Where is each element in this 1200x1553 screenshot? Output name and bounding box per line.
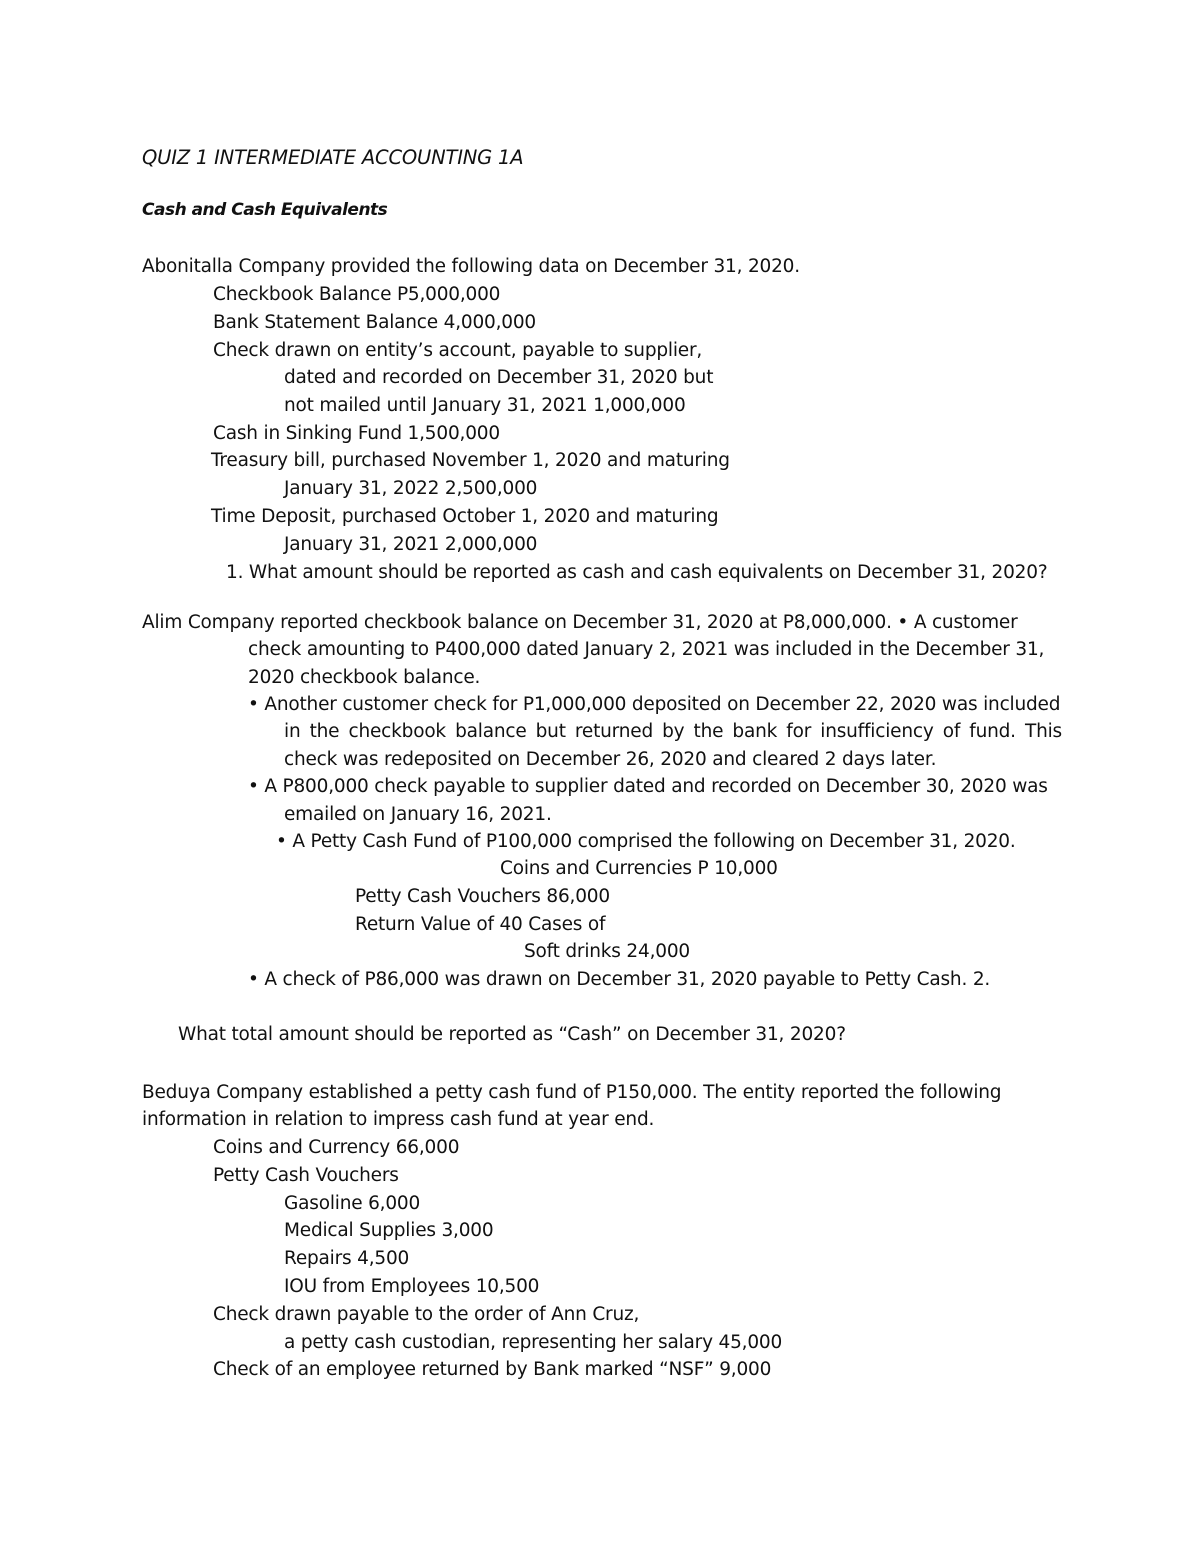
problem3-line: a petty cash custodian, representing her salary 45,000	[284, 1332, 783, 1353]
problem3-line: Repairs 4,500	[284, 1248, 410, 1269]
document-title: QUIZ 1 INTERMEDIATE ACCOUNTING 1A	[142, 146, 524, 169]
problem1-line: January 31, 2021 2,000,000	[284, 534, 538, 555]
problem1-line: Checkbook Balance P5,000,000	[213, 284, 501, 305]
problem3-line: information in relation to impress cash fund at year end.	[142, 1109, 655, 1130]
problem3-line: Gasoline 6,000	[284, 1193, 421, 1214]
problem2-line: emailed on January 16, 2021.	[284, 804, 552, 825]
problem1-line: Cash in Sinking Fund 1,500,000	[213, 423, 500, 444]
problem2-bullet: • A P800,000 check payable to supplier dated and recorded on December 30, 2020 was	[248, 776, 1048, 797]
problem3-line: IOU from Employees 10,500	[284, 1276, 540, 1297]
problem2-line: check was redeposited on December 26, 2020 and cleared 2 days later.	[284, 749, 937, 770]
problem3-line: Check drawn payable to the order of Ann Cruz,	[213, 1304, 640, 1325]
problem2-line: Soft drinks 24,000	[524, 941, 690, 962]
problem3-line: Petty Cash Vouchers	[213, 1165, 399, 1186]
problem1-line: Bank Statement Balance 4,000,000	[213, 312, 536, 333]
problem1-line: Treasury bill, purchased November 1, 2020 and maturing	[211, 450, 730, 471]
question-2: What total amount should be reported as “Cash” on December 31, 2020?	[178, 1024, 846, 1045]
problem1-line: Time Deposit, purchased October 1, 2020 and maturing	[211, 506, 719, 527]
question-1: 1. What amount should be reported as cash and cash equivalents on December 31, 2020?	[226, 562, 1048, 583]
problem2-line: Alim Company reported checkbook balance on December 31, 2020 at P8,000,000. • A customer	[142, 612, 1018, 633]
problem1-line: not mailed until January 31, 2021 1,000,000	[284, 395, 686, 416]
problem2-bullet: • A check of P86,000 was drawn on December 31, 2020 payable to Petty Cash. 2.	[248, 969, 991, 990]
problem1-line: January 31, 2022 2,500,000	[284, 478, 538, 499]
problem3-line: Medical Supplies 3,000	[284, 1220, 494, 1241]
problem1-line: Check drawn on entity’s account, payable to supplier,	[213, 340, 703, 361]
problem1-intro: Abonitalla Company provided the following data on December 31, 2020.	[142, 256, 800, 277]
problem3-line: Check of an employee returned by Bank marked “NSF” 9,000	[213, 1359, 772, 1380]
problem2-line: Petty Cash Vouchers 86,000	[355, 886, 610, 907]
section-heading: Cash and Cash Equivalents	[142, 200, 388, 220]
problem2-line: Coins and Currencies P 10,000	[500, 858, 778, 879]
problem2-line: check amounting to P400,000 dated January 2, 2021 was included in the December 31,	[248, 639, 1045, 660]
problem3-line: Coins and Currency 66,000	[213, 1137, 460, 1158]
problem2-line: 2020 checkbook balance.	[248, 667, 481, 688]
problem3-line: Beduya Company established a petty cash fund of P150,000. The entity reported the following	[142, 1082, 1002, 1103]
problem2-bullet: • Another customer check for P1,000,000 deposited on December 22, 2020 was included	[248, 694, 1061, 715]
problem2-line: in the checkbook balance but returned by the bank for insufficiency of fund. This	[284, 721, 1062, 742]
problem2-bullet: • A Petty Cash Fund of P100,000 comprised the following on December 31, 2020.	[276, 831, 1016, 852]
problem2-line: Return Value of 40 Cases of	[355, 914, 606, 935]
problem1-line: dated and recorded on December 31, 2020 but	[284, 367, 714, 388]
